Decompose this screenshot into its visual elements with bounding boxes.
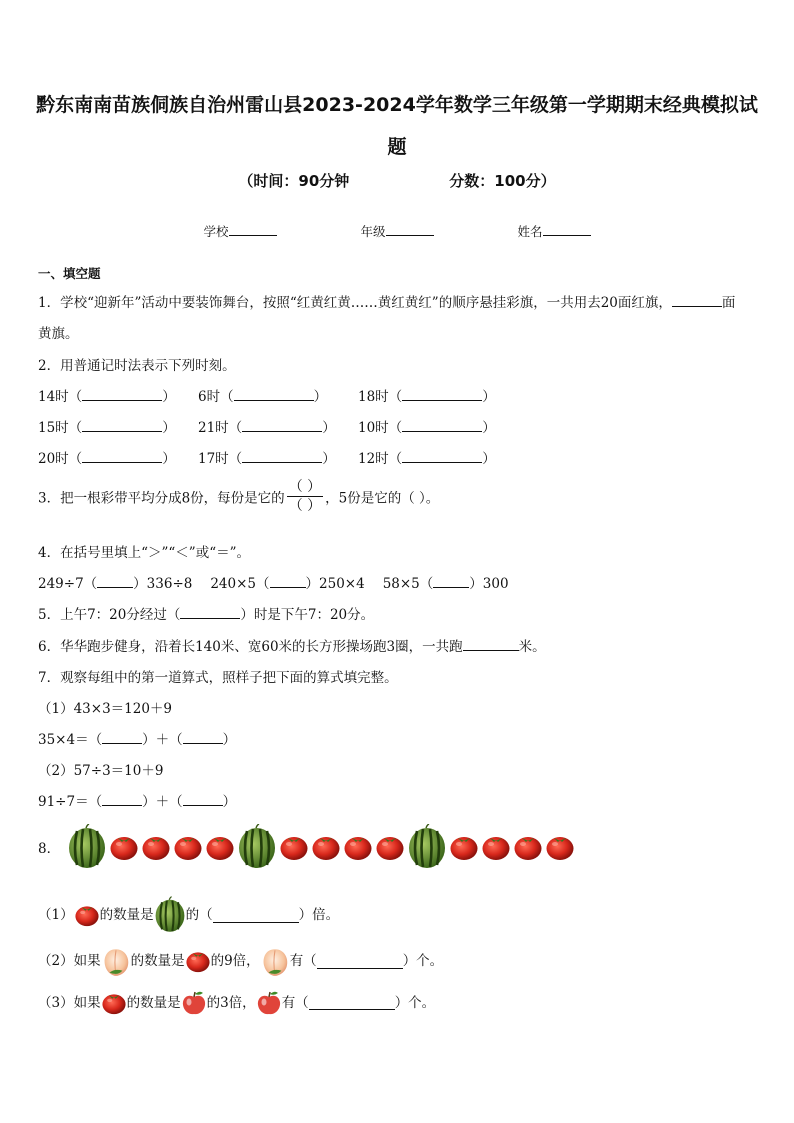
q2-r3-c1-blank[interactable] xyxy=(82,448,162,463)
q4-expr: 240×5（ xyxy=(210,576,270,592)
grade-label: 年级 xyxy=(360,224,386,239)
q2-r2-c1-blank[interactable] xyxy=(82,417,162,432)
q8-s3-text-5: ）个。 xyxy=(394,994,436,1011)
q8-s3-text-4: 有（ xyxy=(281,994,309,1011)
q6-text: 6．华华跑步健身，沿着长140米、宽60米的长方形操场跑3圈，一共跑 xyxy=(38,639,463,655)
q8-s2-text-3: 的9倍， xyxy=(210,953,260,969)
q3-fraction[interactable] xyxy=(287,478,323,515)
q2-r1-c2-label: 6时（ xyxy=(198,389,234,405)
q7-plus: ）＋（ xyxy=(142,794,183,810)
paren: ） xyxy=(222,732,237,748)
tomato-icon xyxy=(141,833,171,861)
apple-icon xyxy=(181,990,207,1016)
q1-blank[interactable] xyxy=(672,292,722,307)
question-7: 7．观察每组中的第一道算式，照样子把下面的算式填完整。 xyxy=(38,670,398,686)
q2-r3-c3-blank[interactable] xyxy=(402,448,482,463)
q8-s1-blank[interactable] xyxy=(213,908,299,923)
watermelon-icon xyxy=(67,824,107,870)
q7-blank-4[interactable] xyxy=(183,791,223,806)
q7-task-2 xyxy=(38,790,236,810)
q2-r1-c3-label: 18时（ xyxy=(358,389,403,405)
paren: ） xyxy=(322,451,336,467)
school-blank[interactable] xyxy=(229,223,277,236)
grade-blank[interactable] xyxy=(386,223,434,236)
q8-s1-text-2: 的（ xyxy=(185,907,213,923)
q8-sub-2 xyxy=(38,945,443,977)
tomato-icon xyxy=(513,833,543,861)
q8-s3-blank[interactable] xyxy=(309,995,395,1010)
q2-r3-c2-label: 17时（ xyxy=(198,451,243,467)
q5-blank[interactable] xyxy=(180,604,240,619)
fraction-denominator: （ ） xyxy=(288,498,322,514)
q2-r2-c1-label: 15时（ xyxy=(38,420,83,436)
q2-r2-c3-blank[interactable] xyxy=(402,417,482,432)
q2-row-2 xyxy=(38,416,496,436)
q4-expr: ）300 xyxy=(469,576,509,592)
tomato-icon xyxy=(279,833,309,861)
tomato-icon xyxy=(343,833,373,861)
tomato-icon xyxy=(185,949,211,973)
q8-sub-1 xyxy=(38,896,339,934)
q4-expr: ）336÷8 xyxy=(133,576,193,592)
q5-text-2: ）时是下午7：20分。 xyxy=(240,607,375,623)
q8-sub-3 xyxy=(38,988,435,1017)
q2-r1-c2-blank[interactable] xyxy=(234,386,314,401)
watermelon-icon xyxy=(154,896,186,934)
paren: ） xyxy=(162,420,176,436)
q6-blank[interactable] xyxy=(463,636,519,651)
peach-icon xyxy=(101,945,131,977)
q8-s2-text-4: 有（ xyxy=(289,953,317,969)
q8-s1-text: 的数量是 xyxy=(99,907,154,923)
paren: ） xyxy=(162,389,176,405)
tomato-icon xyxy=(481,833,511,861)
q2-r1-c3-blank[interactable] xyxy=(402,386,482,401)
student-info xyxy=(0,222,794,240)
q4-blank-2[interactable] xyxy=(270,573,306,588)
q5-text: 5．上午7：20分经过（ xyxy=(38,607,181,623)
q8-label: 8． xyxy=(38,841,61,857)
page-title: 黔东南南苗族侗族自治州雷山县2023-2024学年数学三年级第一学期期末经典模拟试题 xyxy=(36,94,758,158)
tomato-icon xyxy=(205,833,235,861)
q7-task-1 xyxy=(38,728,236,748)
q8-s3-text: （3）如果 xyxy=(38,994,101,1011)
name-label: 姓名 xyxy=(517,224,543,239)
q3-text-2: ，5份是它的（ ）。 xyxy=(325,490,440,507)
q7-blank-2[interactable] xyxy=(183,729,223,744)
tomato-icon xyxy=(375,833,405,861)
q7-plus: ）＋（ xyxy=(142,732,183,748)
q2-row-1 xyxy=(38,385,496,405)
question-6 xyxy=(38,635,546,655)
q4-expr: 249÷7（ xyxy=(38,576,98,592)
watermelon-icon xyxy=(407,824,447,870)
q2-r2-c2-label: 21时（ xyxy=(198,420,243,436)
exam-meta xyxy=(0,170,794,191)
q1-text: 1．学校“迎新年”活动中要装饰舞台，按照“红黄红黄……黄红黄红”的顺序悬挂彩旗，一共用去20面红旗， xyxy=(38,295,672,311)
fruit-list xyxy=(66,824,576,870)
question-3 xyxy=(38,478,439,515)
q4-items xyxy=(38,572,509,592)
tomato-icon xyxy=(545,833,575,861)
q2-r1-c1-blank[interactable] xyxy=(82,386,162,401)
fraction-numerator: （ ） xyxy=(288,479,322,495)
question-8-fruit-row xyxy=(38,822,576,872)
name-blank[interactable] xyxy=(543,223,591,236)
q7-blank-3[interactable] xyxy=(102,791,142,806)
total-score: 分数：100分） xyxy=(449,172,556,190)
q4-blank-1[interactable] xyxy=(97,573,133,588)
q2-r2-c3-label: 10时（ xyxy=(358,420,403,436)
question-4: 4．在括号里填上“＞”“＜”或“＝”。 xyxy=(38,545,250,561)
paren: ） xyxy=(322,420,336,436)
tomato-icon xyxy=(311,833,341,861)
peach-icon xyxy=(260,945,290,977)
q2-r3-c3-label: 12时（ xyxy=(358,451,403,467)
q8-s2-text: （2）如果 xyxy=(38,953,101,969)
tomato-icon xyxy=(101,991,127,1015)
q7-example-2: （2）57÷3＝10＋9 xyxy=(38,763,164,779)
q7-blank-1[interactable] xyxy=(102,729,142,744)
question-5 xyxy=(38,603,374,623)
q8-s2-text-2: 的数量是 xyxy=(130,953,185,969)
tomato-icon xyxy=(449,833,479,861)
q1-line2: 黄旗。 xyxy=(38,326,79,342)
q7-example-1: （1）43×3＝120＋9 xyxy=(38,701,173,717)
question-2: 2．用普通记时法表示下列时刻。 xyxy=(38,358,236,374)
tomato-icon xyxy=(74,903,100,927)
q1-unit: 面 xyxy=(721,295,736,311)
q3-text: 3．把一根彩带平均分成8份，每份是它的 xyxy=(38,490,285,507)
q2-r2-c2-blank[interactable] xyxy=(242,417,322,432)
question-1-line1 xyxy=(38,291,735,311)
school-label: 学校 xyxy=(203,224,229,239)
q8-s2-text-5: ）个。 xyxy=(402,953,444,969)
paren: ） xyxy=(222,794,237,810)
paren: ） xyxy=(313,389,328,405)
tomato-icon xyxy=(173,833,203,861)
tomato-icon xyxy=(109,833,139,861)
watermelon-icon xyxy=(237,824,277,870)
q8-s2-blank[interactable] xyxy=(317,954,403,969)
q2-r3-c2-blank[interactable] xyxy=(242,448,322,463)
apple-icon xyxy=(256,990,282,1016)
section-title: 一、填空题 xyxy=(38,266,101,281)
paren: ） xyxy=(482,420,496,436)
q4-expr: 58×5（ xyxy=(382,576,434,592)
paren: ） xyxy=(162,451,176,467)
q7-expr: 35×4＝（ xyxy=(38,732,103,748)
q8-s1-num: （1） xyxy=(38,907,74,923)
q2-r3-c1-label: 20时（ xyxy=(38,451,83,467)
q7-expr: 91÷7＝（ xyxy=(38,794,103,810)
q2-r1-c1-label: 14时（ xyxy=(38,389,83,405)
q6-unit: 米。 xyxy=(518,639,546,655)
time-limit: （时间：90分钟 xyxy=(238,172,350,190)
q2-row-3 xyxy=(38,447,496,467)
q4-expr: ）250×4 xyxy=(305,576,365,592)
q4-blank-3[interactable] xyxy=(433,573,469,588)
paren: ） xyxy=(482,451,496,467)
paren: ） xyxy=(482,389,496,405)
q8-s3-text-3: 的3倍， xyxy=(206,994,256,1011)
q8-s3-text-2: 的数量是 xyxy=(126,994,181,1011)
q8-s1-text-3: ）倍。 xyxy=(298,907,340,923)
